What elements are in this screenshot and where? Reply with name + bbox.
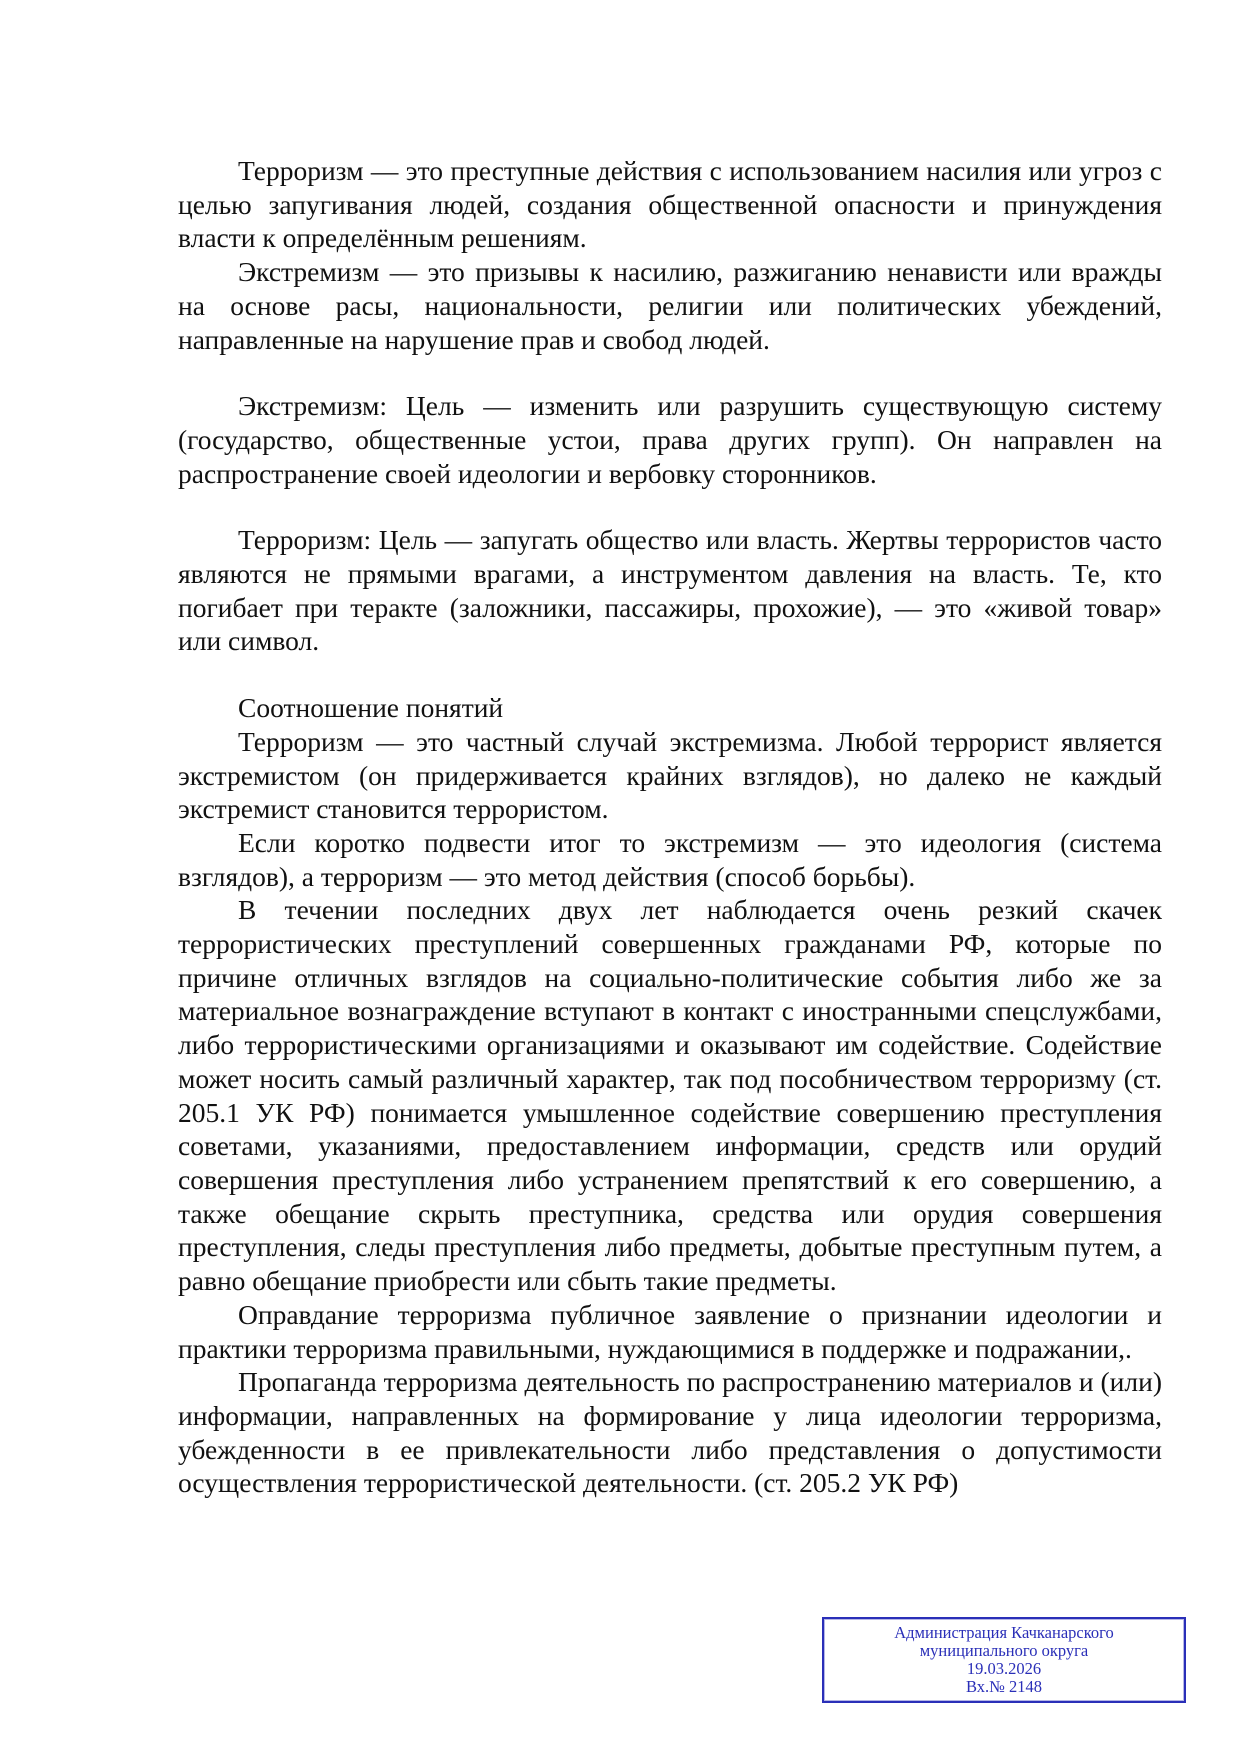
section-heading-relation: Соотношение понятий (238, 692, 504, 724)
paragraph-summary: Если коротко подвести итог то экстремизм — это идеология (система взглядов), а терроризм — это метод действия (способ борьбы). (178, 826, 1162, 892)
paragraph-extremism-definition: Экстремизм — это призывы к насилию, разжиганию ненависти или вражды на основе расы, национальности, религии или политических убеждений, направленные на нарушение прав и свобод людей. (178, 256, 1162, 355)
paragraph-relation: Терроризм — это частный случай экстремизма. Любой террорист является экстремистом (он придерживается крайних взглядов), но далеко не каждый экстремист становится террористом. (178, 725, 1162, 825)
paragraph-complicity: В течении последних двух лет наблюдается очень резкий скачек террористических преступлений совершенных гражданами РФ, которые по причине отличных взглядов на социально-политические события либо же за материальное вознаграждение вступают в контакт с иностранными спецслужбами, либо террористическими организациями и оказывают им содействие. Содействие может носить самый различный характер, так под пособничеством терроризму (ст. 205.1 УК РФ) понимается умышленное содействие совершению преступления советами, указаниями, предоставлением информации, средств или орудий совершения преступления либо устранением препятствий к его совершению, а также обещание скрыть преступника, средства или орудия совершения преступления, следы преступления либо предметы, добытые преступным путем, а равно обещание приобрести или сбыть такие предметы. (178, 894, 1162, 1297)
stamp-organization: Администрация Качканарского (894, 1623, 1114, 1642)
paragraph-extremism-goal: Экстремизм: Цель — изменить или разрушить существующую систему (государство, общественные устои, права других групп). Он направлен на распространение своей идеологии и вербовку сторонников. (178, 390, 1162, 489)
paragraph-terrorism-goal: Терроризм: Цель — запугать общество или власть. Жертвы террористов часто являются не прямыми врагами, а инструментом давления на власть. Те, кто погибает при теракте (заложники, пассажиры, прохожие), — это «живой товар» или символ. (178, 524, 1162, 657)
registration-stamp (822, 1617, 1186, 1703)
stamp-date: 19.03.2026 (966, 1659, 1042, 1678)
stamp-district: муниципального округа (919, 1641, 1089, 1660)
stamp-incoming-number: Вх.№ 2148 (965, 1677, 1043, 1696)
paragraph-propaganda: Пропаганда терроризма деятельность по распространению материалов и (или) информации, направленных на формирование у лица идеологии терроризма, убежденности в ее привлекательности либо представления о допустимости осуществления террористической деятельности. (ст. 205.2 УК РФ) (178, 1366, 1162, 1499)
document-body (178, 154, 1162, 1500)
paragraph-justification: Оправдание терроризма публичное заявление о признании идеологии и практики терроризма правильными, нуждающимися в поддержке и подражании,. (178, 1298, 1162, 1364)
paragraph-terrorism-definition: Терроризм — это преступные действия с использованием насилия или угроз с целью запугивания людей, создания общественной опасности и принуждения власти к определённым решениям. (178, 155, 1162, 254)
